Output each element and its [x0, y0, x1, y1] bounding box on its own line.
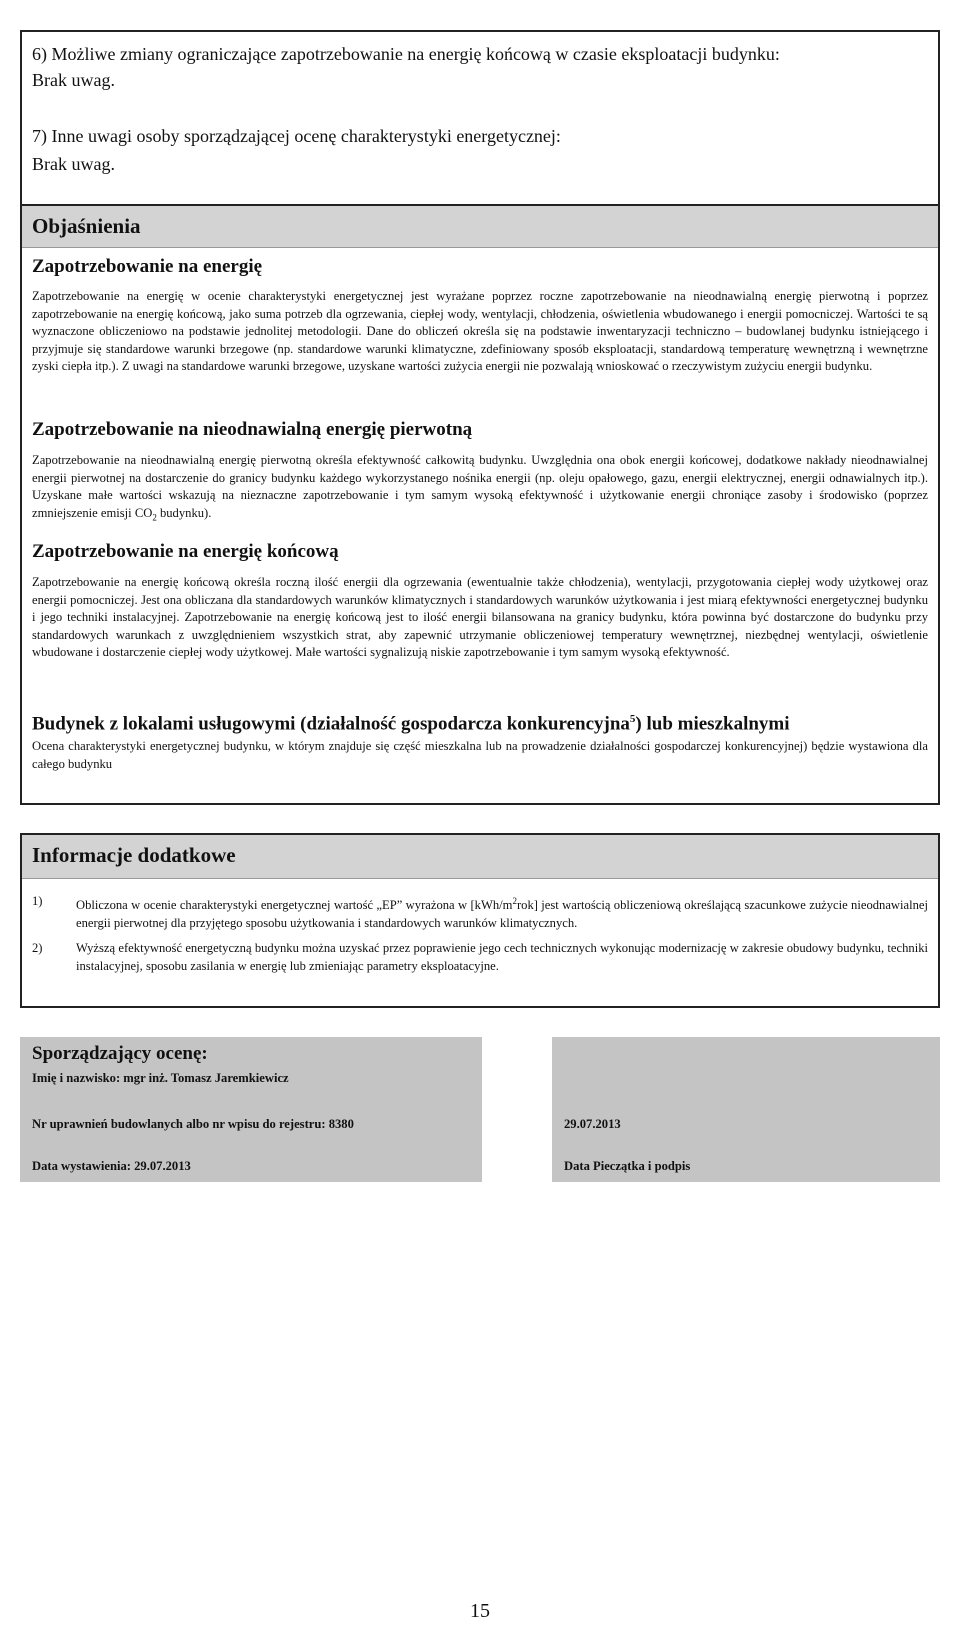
energy-demand-heading: Zapotrzebowanie na energię: [32, 256, 263, 277]
remark-7-answer: Brak uwag.: [32, 154, 115, 174]
primary-energy-text: Zapotrzebowanie na nieodnawialną energię pierwotną określa efektywność całkowitą budynku. Uwzględnia ona obok energii końcowej, dodatkowe nakłady nieodnawialnej energii pierwotnej na dostarczenie do granicy budynku każdego wykorzystanego nośnika energii (np. oleju opałowego, gazu, energii elektrycznej, energii odnawialnych itp.). Uzyskane małe wartości wskazują na nieznaczne zapotrzebowanie i tym samym wysoką efektywność i użytkowanie energii chroniące zasoby i środowisko (poprzez zmniejszenie emisji $CO_2$ budynku).: [32, 453, 928, 523]
info-item-2-number: 2): [32, 941, 43, 956]
stamp-date-label: Data Pieczątka i podpis: [564, 1159, 691, 1173]
remarks-explanations-box: [20, 30, 940, 805]
service-building-text: Ocena charakterystyki energetycznej budynku, w którym znajduje się część mieszkalna lub na prowadzenie działalności gospodarczej konkurencyjnej) będzie wystawiona dla całego budynku: [32, 739, 928, 771]
assessor-license: Nr uprawnień budowlanych albo nr wpisu do rejestru: 8380: [32, 1117, 354, 1131]
primary-energy-heading: Zapotrzebowanie na nieodnawialną energię pierwotną: [32, 419, 473, 440]
info-item-1-number: 1): [32, 894, 43, 908]
assessor-issue-date: Data wystawienia: 29.07.2013: [32, 1159, 191, 1173]
remark-6-question: 6) Możliwe zmiany ograniczające zapotrzebowanie na energię końcową w czasie eksploatacji budynku:: [32, 44, 780, 64]
page-number: 15: [470, 1600, 490, 1622]
remark-6-answer: Brak uwag.: [32, 70, 115, 90]
remark-7-question: 7) Inne uwagi osoby sporządzającej ocenę charakterystyki energetycznej:: [32, 126, 561, 146]
stamp-date-value: 29.07.2013: [564, 1117, 621, 1131]
assessor-name: Imię i nazwisko: mgr inż. Tomasz Jaremkiewicz: [32, 1071, 289, 1085]
info-item-2: 2) Wyższą efektywność energetyczną budynku można uzyskać przez poprawienie jego cech technicznych wykonując modernizację w zakresie obudowy budynku, techniki instalacyjnej, sposobu zasilania w energię lub zmieniając parametry eksploatacyjne.: [32, 941, 928, 973]
additional-info-list: [32, 893, 928, 983]
info-item-1: 1) Obliczona w ocenie charakterystyki energetycznej wartość „EP” wyrażona w $[kWh/m^2rok]$ jest wartością obliczeniową określającą szacunkowe zużycie nieodnawialnej energii pierwotnej dla przyjętego sposobu użytkowania i standardowych warunków klimatycznych.: [32, 894, 928, 930]
assessor-block: [20, 1037, 482, 1182]
assessor-title: Sporządzający ocenę:: [32, 1043, 208, 1064]
additional-info-box: [20, 833, 940, 1008]
stamp-signature-block: [552, 1037, 940, 1182]
final-energy-text: Zapotrzebowanie na energię końcową określa roczną ilość energii dla ogrzewania (ewentualnie także chłodzenia), wentylacji, przygotowania ciepłej wody użytkowej oraz energii pomocniczej. Jest ona obliczana dla standardowych warunków klimatycznych i standardowych warunków użytkowania i jest miarą efektywności energetycznej budynku i jego techniki instalacyjnej. Zapotrzebowanie na energię końcową jest to ilość energii bilansowana na granicy budynku, która powinna być dostarczone do budynku przy standardowych warunkach z uwzględnieniem wszystkich strat, aby zapewnić utrzymanie obliczeniowej temperatury wewnętrznej, niezbędnej wentylacji, oświetlenie wbudowane i dostarczenie ciepłej wody użytkowej. Małe wartości sygnalizują niskie zapotrzebowanie i tym samym wysoką efektywność.: [32, 575, 928, 659]
explanations-header: Objaśnienia: [22, 204, 938, 248]
additional-info-header: Informacje dodatkowe: [22, 835, 938, 879]
service-building-heading: Budynek z lokalami usługowymi (działalność gospodarcza konkurencyjna$^5$) lub mieszkalnymi: [32, 713, 790, 735]
final-energy-heading: Zapotrzebowanie na energię końcową: [32, 541, 339, 562]
energy-demand-text: Zapotrzebowanie na energię w ocenie charakterystyki energetycznej jest wyrażane poprzez roczne zapotrzebowanie na nieodnawialną energię pierwotną i poprzez zapotrzebowanie na energię końcową, jako suma potrzeb dla ogrzewania, ciepłej wody, wentylacji, chłodzenia, oświetlenia wbudowanego i energii pomocniczej. Wartości te są wyznaczone obliczeniowo na podstawie jednolitej metodologii. Dane do obliczeń określa się na podstawie inwentaryzacji techniczno – budowlanej budynku istniejącego i przyjmuje się standardowe warunki brzegowe (np. standardowe warunki klimatyczne, zdefiniowany sposób eksploatacji, standardową temperaturę wewnętrzną i wewnętrzne zyski ciepła itp.). Z uwagi na standardowe warunki brzegowe, uzyskane wartości zużycia energii nie pozwalają wnioskować o rzeczywistym zużyciu energii budynku.: [32, 289, 928, 373]
